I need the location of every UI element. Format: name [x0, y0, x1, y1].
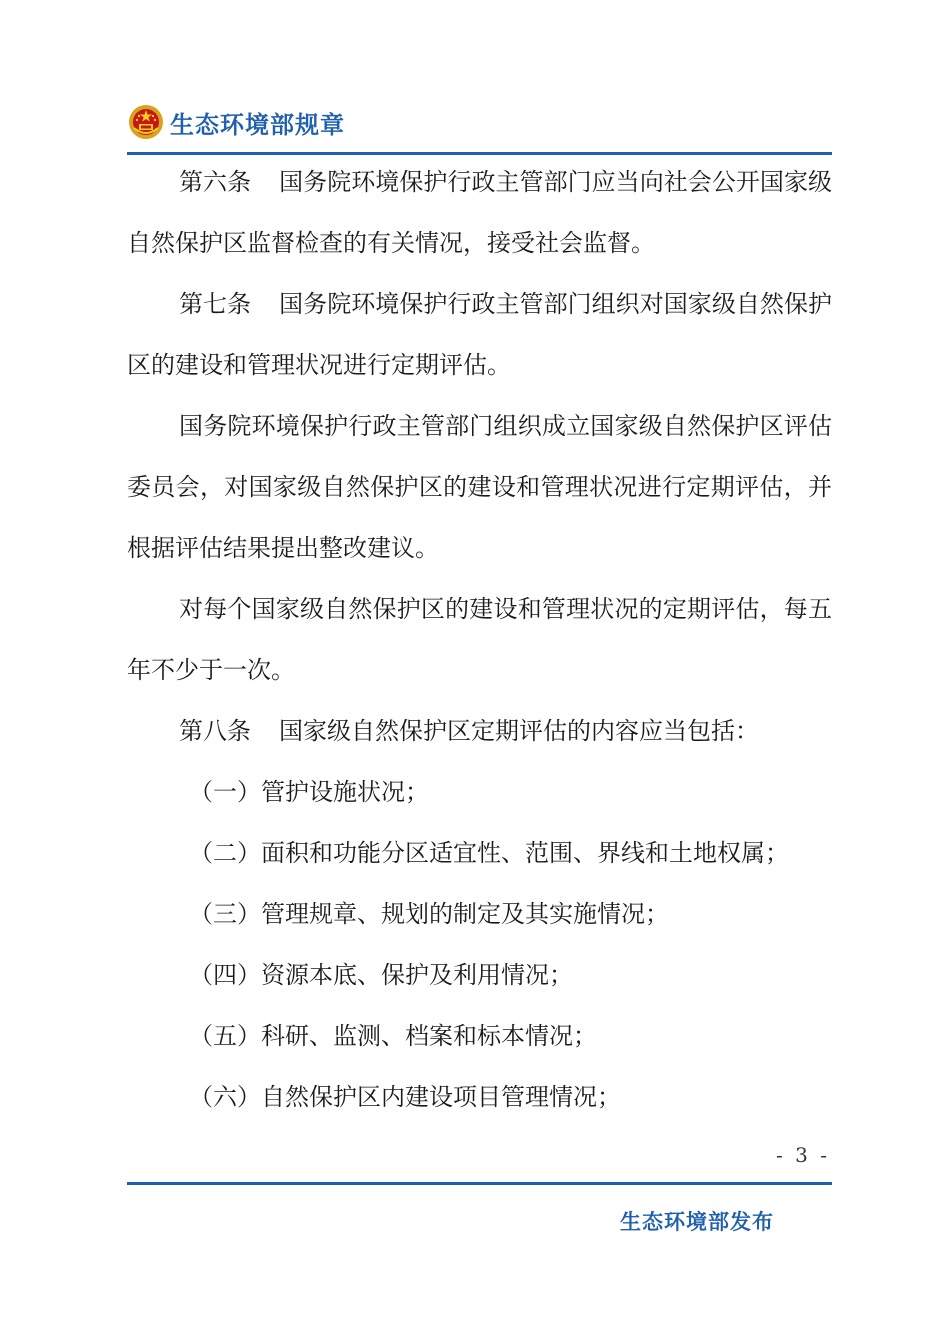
article-6-text: 国务院环境保护行政主管部门应当向社会公开国家级自然保护区监督检查的有关情况，接受社会监督。: [127, 168, 833, 257]
list-item: （四）资源本底、保护及利用情况；: [189, 961, 573, 989]
national-emblem-icon: [128, 104, 164, 140]
footer-publisher: 生态环境部发布: [620, 1210, 774, 1234]
list-item: （三）管理规章、规划的制定及其实施情况；: [189, 900, 669, 928]
article-8-label: 第八条: [179, 717, 251, 745]
article-6: [127, 152, 832, 274]
document-header: [128, 100, 345, 144]
article-7-text: 国务院环境保护行政主管部门组织对国家级自然保护区的建设和管理状况进行定期评估。: [127, 290, 833, 379]
article-8: [127, 701, 832, 762]
article-6-label: 第六条: [179, 168, 252, 196]
list-item: （六）自然保护区内建设项目管理情况；: [189, 1083, 621, 1111]
document-body: [127, 152, 832, 1128]
list-item: （二）面积和功能分区适宜性、范围、界线和土地权属；: [189, 839, 789, 867]
article-8-text: 国家级自然保护区定期评估的内容应当包括：: [279, 717, 759, 745]
paragraph-evaluation-committee: 国务院环境保护行政主管部门组织成立国家级自然保护区评估委员会，对国家级自然保护区的建设和管理状况进行定期评估，并根据评估结果提出整改建议。: [127, 412, 832, 562]
article-7: [127, 274, 832, 396]
paragraph-evaluation-frequency: 对每个国家级自然保护区的建设和管理状况的定期评估，每五年不少于一次。: [127, 595, 832, 684]
footer-divider: [127, 1182, 832, 1185]
article-7-label: 第七条: [179, 290, 252, 318]
header-title: 生态环境部规章: [170, 110, 345, 139]
page-number: - 3 -: [776, 1143, 830, 1167]
list-item: （五）科研、监测、档案和标本情况；: [189, 1022, 597, 1050]
list-item: （一）管护设施状况；: [189, 778, 429, 806]
